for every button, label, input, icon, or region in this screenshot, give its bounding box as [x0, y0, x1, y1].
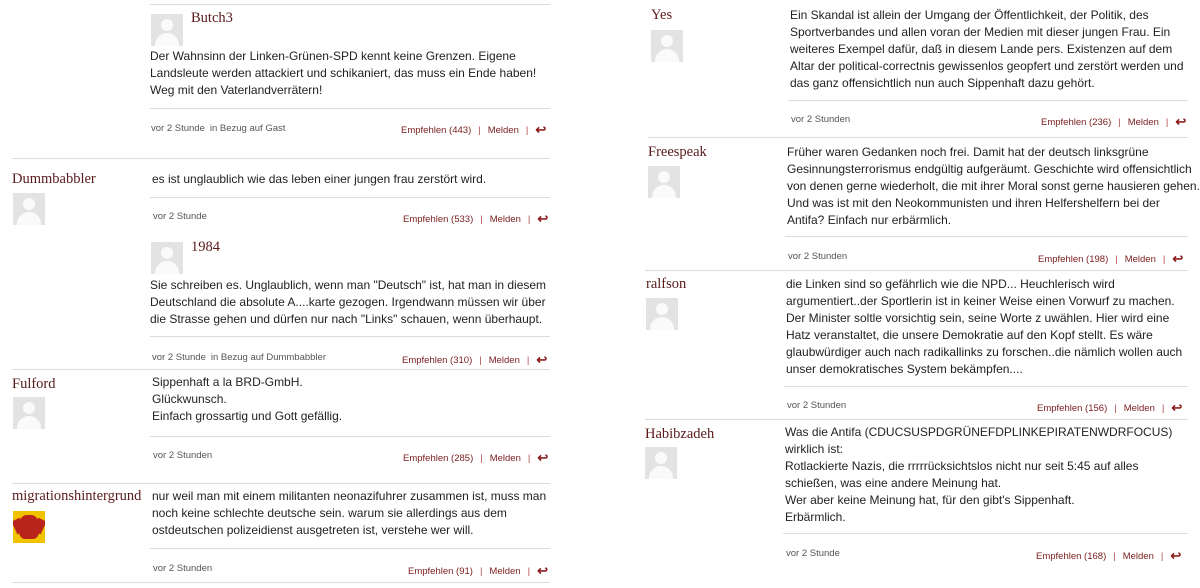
- comment-actions: Empfehlen (533) | Melden | ↩: [403, 211, 549, 226]
- report-button[interactable]: Melden: [1123, 403, 1155, 414]
- username[interactable]: Yes: [651, 7, 673, 23]
- comment-text: die Linken sind so gefährlich wie die NPD... Heuchlerisch wird argumentiert..der Sportlerin ist in keiner Weise einen Vorwurf zu machen. Der Minister soltle vorsichtig sein, seine Worte z uwählen. Hier wird eine Hatz veranstaltet, die unsere Demokratie auf den Kopf stellt. Es wäre glaubwürdiger auch nach radikallinks zu forschen..die nämlich wollen auch unser demokratisches System bekämpfen....: [786, 277, 1183, 376]
- report-button[interactable]: Melden: [1122, 551, 1154, 562]
- reply-arrow-icon[interactable]: ↩: [537, 211, 549, 226]
- timestamp: vor 2 Stunde: [152, 352, 206, 363]
- comment-actions: Empfehlen (236) | Melden | ↩: [1041, 114, 1187, 129]
- reply-arrow-icon[interactable]: ↩: [537, 450, 549, 465]
- report-button[interactable]: Melden: [1124, 254, 1156, 265]
- username[interactable]: Habibzadeh: [645, 426, 715, 442]
- username[interactable]: ralfson: [646, 276, 687, 292]
- comment-meta: [151, 123, 285, 134]
- report-button[interactable]: Melden: [488, 355, 520, 366]
- divider: [783, 533, 1188, 534]
- timestamp: vor 2 Stunden: [787, 400, 847, 411]
- comment-meta: [786, 548, 840, 559]
- comment-text: Der Wahnsinn der Linken-Grünen-SPD kennt keine Grenzen. Eigene Landsleute werden attackiert und schikaniert, das muss ein Ende haben! Weg mit den Vaterlandverrätern!: [150, 49, 537, 97]
- default-avatar-icon[interactable]: [151, 14, 183, 46]
- recommend-button[interactable]: Empfehlen (91): [408, 566, 473, 577]
- comment-meta: [787, 400, 846, 411]
- default-avatar-icon[interactable]: [646, 298, 678, 330]
- report-button[interactable]: Melden: [489, 214, 521, 225]
- divider: [150, 4, 550, 5]
- divider: [645, 419, 1188, 420]
- divider: [12, 483, 550, 484]
- username[interactable]: migrationshintergrund: [12, 488, 142, 504]
- divider: [150, 197, 550, 198]
- divider: [785, 236, 1188, 237]
- comment-actions: Empfehlen (91) | Melden | ↩: [408, 563, 548, 578]
- report-button[interactable]: Melden: [489, 566, 521, 577]
- divider: [150, 336, 550, 337]
- comment-text: Früher waren Gedanken noch frei. Damit hat der deutsch linksgrüne Gesinnungsterrorismus endgültig aufgeräumt. Geschichte wird offensichtlich von denen gerne wiederholt, die mit ihrer Moral sonst gerne hausieren gehen. Und was ist mit den Neokommunisten und ihren Helfershelfern bei der Antifa? Einfach nur erbärmlich.: [787, 145, 1200, 227]
- comment-text: Ein Skandal ist allein der Umgang der Öffentlichkeit, der Politik, des Sportverbandes und allen voran der Medien mit dieser jungen Frau. Ein weiteres Exempel dafür, daß in diesem Lande pers. Existenzen auf dem Altar der political-correctnis gewissenlos geopfert und zerstört werden und das ganz offensichtlich nun auch Sippenhaft dazu gehört.: [790, 8, 1184, 90]
- recommend-button[interactable]: Empfehlen (285): [403, 453, 474, 464]
- username[interactable]: Freespeak: [648, 144, 707, 160]
- username[interactable]: 1984: [191, 239, 220, 255]
- timestamp: vor 2 Stunden: [791, 114, 851, 125]
- comment-actions: Empfehlen (310) | Melden | ↩: [402, 352, 548, 367]
- recommend-button[interactable]: Empfehlen (168): [1036, 551, 1107, 562]
- comment-text: Sie schreiben es. Unglaublich, wenn man "Deutsch" ist, hat man in diesem Deutschland die absolute A....karte gezogen. Irgendwann müssen wir über die Strasse gehen und dürfen nur nach "Links" schauen, wenn überhaupt.: [150, 278, 547, 326]
- divider: [150, 108, 550, 109]
- username[interactable]: Fulford: [12, 376, 56, 392]
- divider: [645, 270, 1188, 271]
- reply-arrow-icon[interactable]: ↩: [536, 352, 548, 367]
- timestamp: vor 2 Stunde: [153, 211, 207, 222]
- default-avatar-icon[interactable]: [13, 193, 45, 225]
- comment-meta: [153, 450, 212, 461]
- recommend-button[interactable]: Empfehlen (310): [402, 355, 473, 366]
- recommend-button[interactable]: Empfehlen (533): [403, 214, 474, 225]
- username[interactable]: Dummbabbler: [12, 171, 96, 187]
- comment-meta: [153, 211, 207, 222]
- default-avatar-icon[interactable]: [645, 447, 677, 479]
- report-button[interactable]: Melden: [489, 453, 521, 464]
- reference: in Bezug auf Dummbabbler: [210, 352, 326, 363]
- divider: [12, 582, 550, 583]
- reply-arrow-icon[interactable]: ↩: [1170, 548, 1182, 563]
- reply-arrow-icon[interactable]: ↩: [537, 563, 548, 578]
- timestamp: vor 2 Stunde: [151, 123, 205, 134]
- comment-text: Was die Antifa (CDUCSUSPDGRÜNEFDPLINKEPIRATENWDRFOCUS) wirklich ist: Rotlackierte Nazis, die rrrrrücksichtslos nicht nur seit 5:45 auf alles schießen, was eine andere Meinung hat. Wer aber keine Meinung hat, für den gibt's Sippenhaft. Erbärmlich.: [785, 425, 1173, 524]
- default-avatar-icon[interactable]: [151, 242, 183, 274]
- report-button[interactable]: Melden: [487, 125, 519, 136]
- comment-text: nur weil man mit einem militanten neonazifuhrer zusammen ist, muss man noch keine schlechte deutsche sein. warum sie allerdings aus dem ostdeutschen polizeidienst ausgetreten ist, verstehe wer will.: [152, 489, 547, 537]
- comment-actions: Empfehlen (156) | Melden | ↩: [1037, 400, 1183, 415]
- comment-meta: [788, 251, 847, 262]
- divider: [12, 369, 550, 370]
- reply-arrow-icon[interactable]: ↩: [535, 122, 547, 137]
- divider: [150, 548, 550, 549]
- comment-actions: Empfehlen (198) | Melden | ↩: [1038, 251, 1184, 266]
- divider: [788, 100, 1188, 101]
- comment-meta: [152, 352, 326, 363]
- reply-arrow-icon[interactable]: ↩: [1171, 400, 1183, 415]
- divider: [12, 158, 550, 159]
- timestamp: vor 2 Stunde: [786, 548, 840, 559]
- recommend-button[interactable]: Empfehlen (443): [401, 125, 472, 136]
- comment-text: es ist unglaublich wie das leben einer jungen frau zerstört wird.: [152, 172, 487, 186]
- username[interactable]: Butch3: [191, 10, 233, 26]
- timestamp: vor 2 Stunden: [788, 251, 848, 262]
- comment-meta: [153, 563, 212, 574]
- divider: [150, 436, 550, 437]
- recommend-button[interactable]: Empfehlen (156): [1037, 403, 1108, 414]
- reply-arrow-icon[interactable]: ↩: [1172, 251, 1184, 266]
- comment-actions: Empfehlen (168) | Melden | ↩: [1036, 548, 1182, 563]
- timestamp: vor 2 Stunden: [153, 450, 213, 461]
- eagle-flag-avatar-icon[interactable]: [13, 511, 45, 543]
- recommend-button[interactable]: Empfehlen (198): [1038, 254, 1109, 265]
- comment-actions: Empfehlen (443) | Melden | ↩: [401, 122, 547, 137]
- comment-actions: Empfehlen (285) | Melden | ↩: [403, 450, 549, 465]
- default-avatar-icon[interactable]: [651, 30, 683, 62]
- reference: in Bezug auf Gast: [209, 123, 286, 134]
- timestamp: vor 2 Stunden: [153, 563, 213, 574]
- reply-arrow-icon[interactable]: ↩: [1175, 114, 1187, 129]
- recommend-button[interactable]: Empfehlen (236): [1041, 117, 1112, 128]
- default-avatar-icon[interactable]: [13, 397, 45, 429]
- report-button[interactable]: Melden: [1127, 117, 1159, 128]
- divider: [784, 386, 1188, 387]
- default-avatar-icon[interactable]: [648, 166, 680, 198]
- divider: [648, 137, 1188, 138]
- comment-text: Sippenhaft a la BRD-GmbH. Glückwunsch. Einfach grossartig und Gott gefällig.: [152, 375, 343, 423]
- comment-meta: [791, 114, 850, 125]
